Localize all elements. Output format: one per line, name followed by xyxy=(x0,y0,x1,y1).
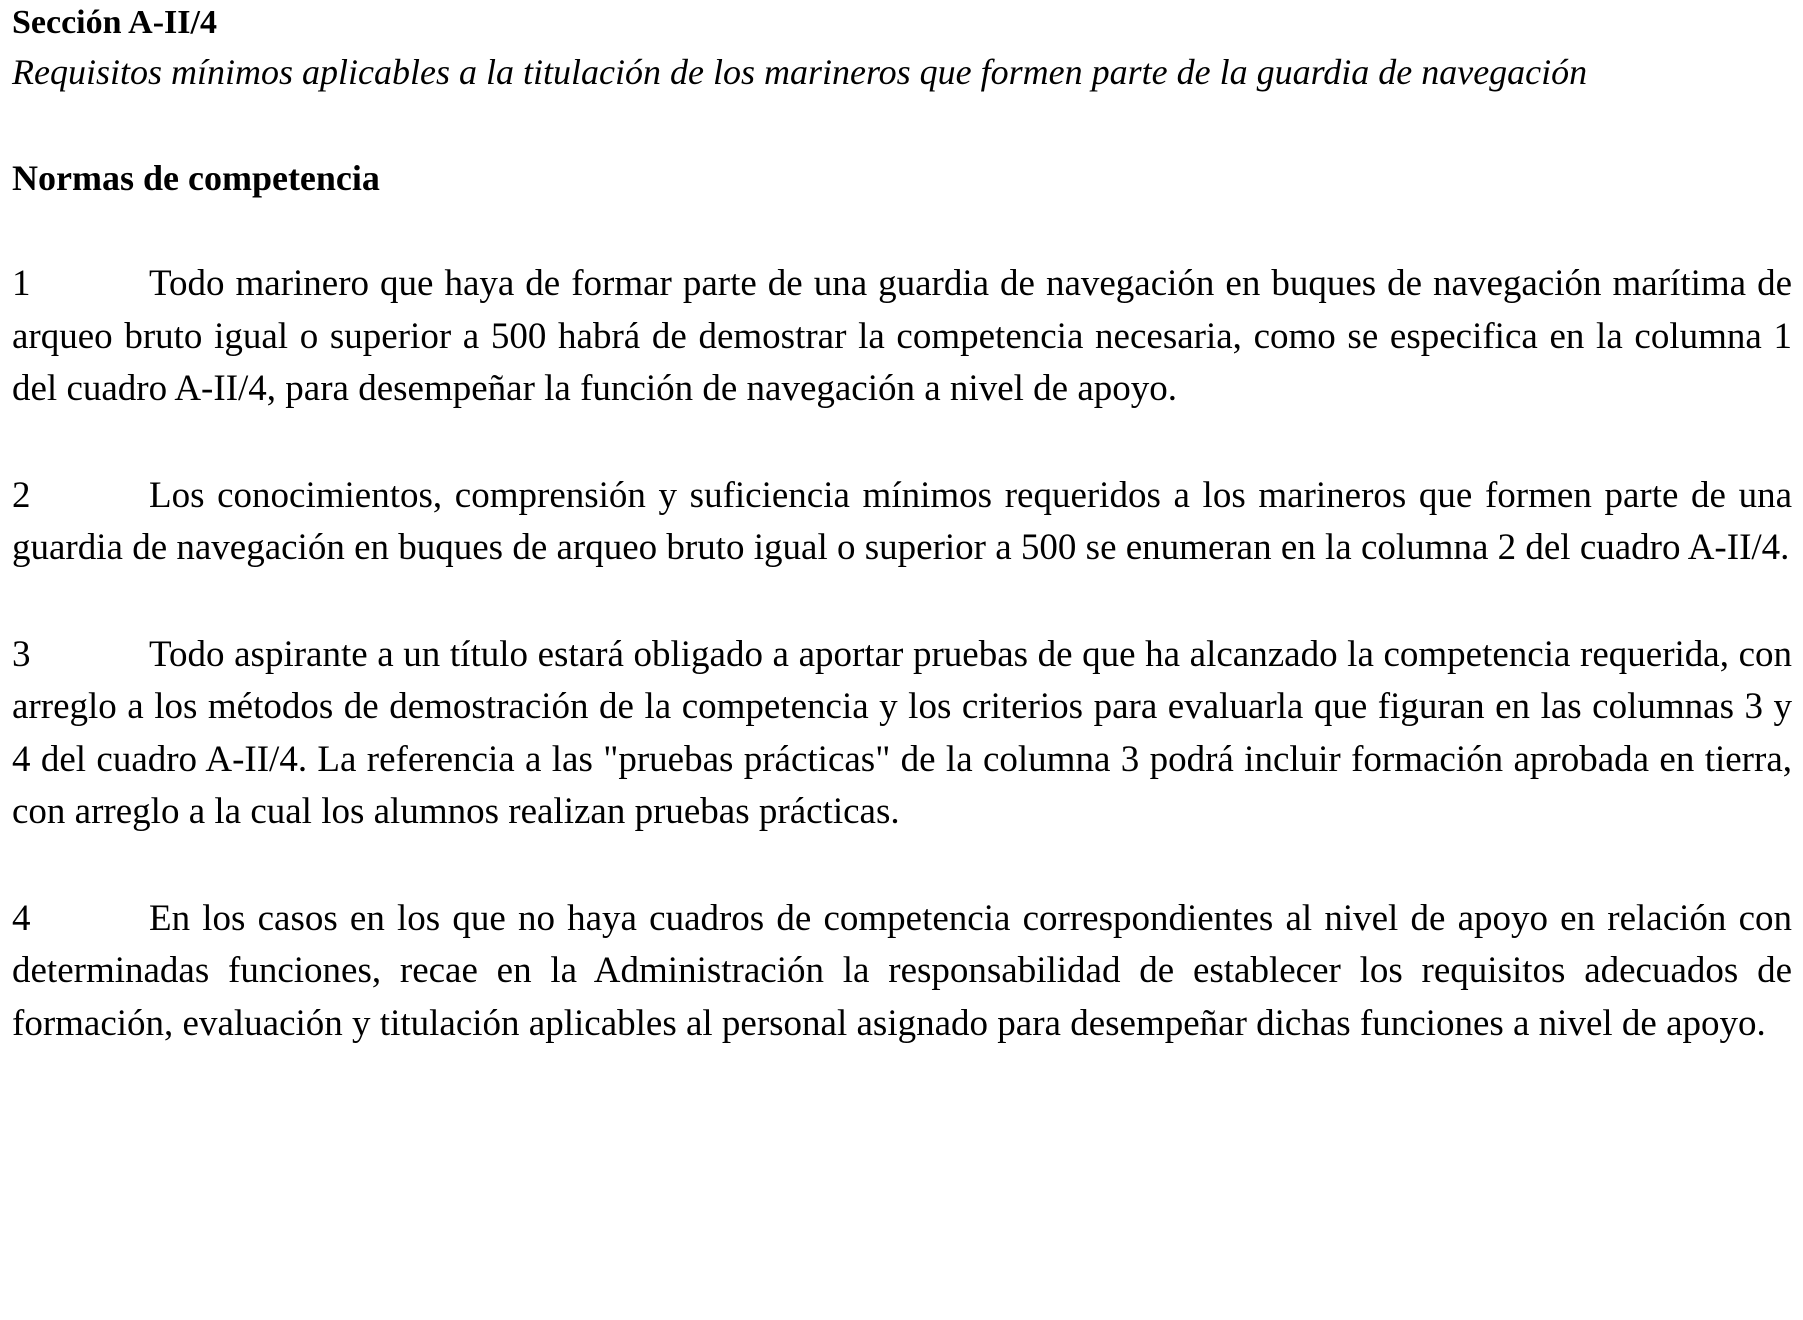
paragraph-2 xyxy=(12,470,1792,575)
competence-heading: Normas de competencia xyxy=(12,158,380,198)
section-title: Sección A-II/4 xyxy=(12,4,217,41)
paragraph-number: 4 xyxy=(12,897,31,939)
paragraph-text: Los conocimientos, comprensión y suficiencia mínimos requeridos a los marineros que formen parte de una guardia de navegación en buques de arqueo bruto igual o superior a 500 se enumeran en la columna 2 del cuadro A-II/4. xyxy=(12,474,1792,568)
spacer xyxy=(12,98,1792,152)
spacer xyxy=(12,204,1792,258)
section-subtitle: Requisitos mínimos aplicables a la titulación de los marineros que formen parte de la guardia de navegación xyxy=(12,52,1588,92)
paragraph-4 xyxy=(12,893,1792,1051)
paragraph-1 xyxy=(12,258,1792,416)
spacer xyxy=(12,839,1792,893)
spacer xyxy=(12,416,1792,470)
paragraph-number: 3 xyxy=(12,633,31,675)
paragraph-number: 1 xyxy=(12,263,31,304)
paragraph-text: En los casos en los que no haya cuadros de competencia correspondientes al nivel de apoyo en relación con determinadas funciones, recae en la Administración la responsabilidad de establecer los requisitos adecuados de formación, evaluación y titulación aplicables al personal asignado para desempeñar dichas funciones a nivel de apoyo. xyxy=(12,897,1792,1044)
document-page xyxy=(12,0,1792,1050)
spacer xyxy=(12,575,1792,629)
paragraph-text: Todo marinero que haya de formar parte de una guardia de navegación en buques de navegación marítima de arqueo bruto igual o superior a 500 habrá de demostrar la competencia necesaria, como se especifica en la columna 1 del cuadro A-II/4, para desempeñar la función de navegación a nivel de apoyo. xyxy=(12,263,1792,409)
paragraph-3 xyxy=(12,629,1792,839)
paragraph-text: Todo aspirante a un título estará obligado a aportar pruebas de que ha alcanzado la competencia requerida, con arreglo a los métodos de demostración de la competencia y los criterios para evaluarla que figuran en las columnas 3 y 4 del cuadro A-II/4. La referencia a las "pruebas prácticas" de la columna 3 podrá incluir formación aprobada en tierra, con arreglo a la cual los alumnos realizan pruebas prácticas. xyxy=(12,633,1792,832)
paragraph-number: 2 xyxy=(12,474,31,516)
